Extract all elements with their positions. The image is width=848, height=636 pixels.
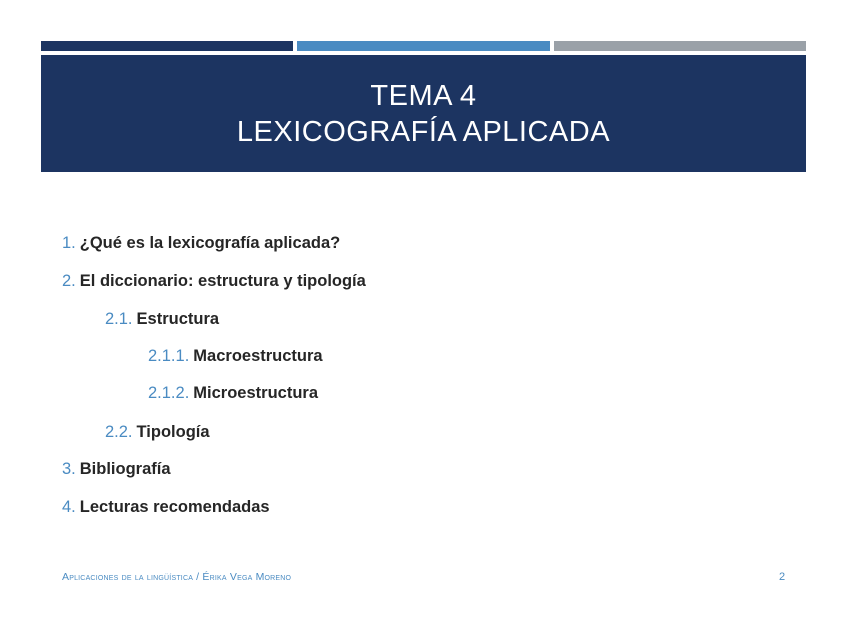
slide-title-line-2: LEXICOGRAFÍA APLICADA bbox=[236, 115, 611, 148]
toc-item-4 bbox=[62, 498, 270, 517]
toc-item-number: 3. bbox=[62, 460, 76, 478]
title-banner bbox=[41, 55, 806, 172]
toc-item-number: 2.1. bbox=[105, 310, 133, 328]
toc-item-label: Estructura bbox=[136, 310, 220, 328]
toc-item-label: Macroestructura bbox=[193, 347, 323, 365]
top-bar-gray bbox=[554, 41, 806, 51]
top-bar-dark-blue bbox=[41, 41, 293, 51]
toc-item-label: Lecturas recomendadas bbox=[79, 498, 270, 516]
toc-item-2-1-1 bbox=[148, 347, 323, 366]
toc-item-number: 2.1.1. bbox=[148, 347, 190, 365]
footer-course-author: Aplicaciones de la lingüística / Érika Vega Moreno bbox=[62, 571, 292, 583]
toc-item-label: Bibliografía bbox=[79, 460, 171, 478]
toc-item-3 bbox=[62, 460, 171, 479]
toc-item-2-2 bbox=[105, 423, 210, 442]
toc-item-label: Microestructura bbox=[193, 384, 318, 402]
slide-title-line-1: TEMA 4 bbox=[370, 79, 477, 112]
toc-item-label: ¿Qué es la lexicografía aplicada? bbox=[79, 234, 341, 252]
toc-item-number: 1. bbox=[62, 234, 76, 252]
toc-item-2-1-2 bbox=[148, 384, 318, 403]
top-bar-light-blue bbox=[297, 41, 549, 51]
toc-item-number: 2.1.2. bbox=[148, 384, 190, 402]
toc-item-2-1 bbox=[105, 310, 219, 329]
toc-item-number: 4. bbox=[62, 498, 76, 516]
toc-item-number: 2.2. bbox=[105, 423, 133, 441]
page-number: 2 bbox=[779, 571, 786, 583]
toc-item-label: El diccionario: estructura y tipología bbox=[79, 272, 366, 290]
toc-item-1 bbox=[62, 234, 340, 253]
toc-item-number: 2. bbox=[62, 272, 76, 290]
top-decorative-bars bbox=[41, 41, 806, 51]
toc-item-2 bbox=[62, 272, 366, 291]
toc-item-label: Tipología bbox=[136, 423, 210, 441]
